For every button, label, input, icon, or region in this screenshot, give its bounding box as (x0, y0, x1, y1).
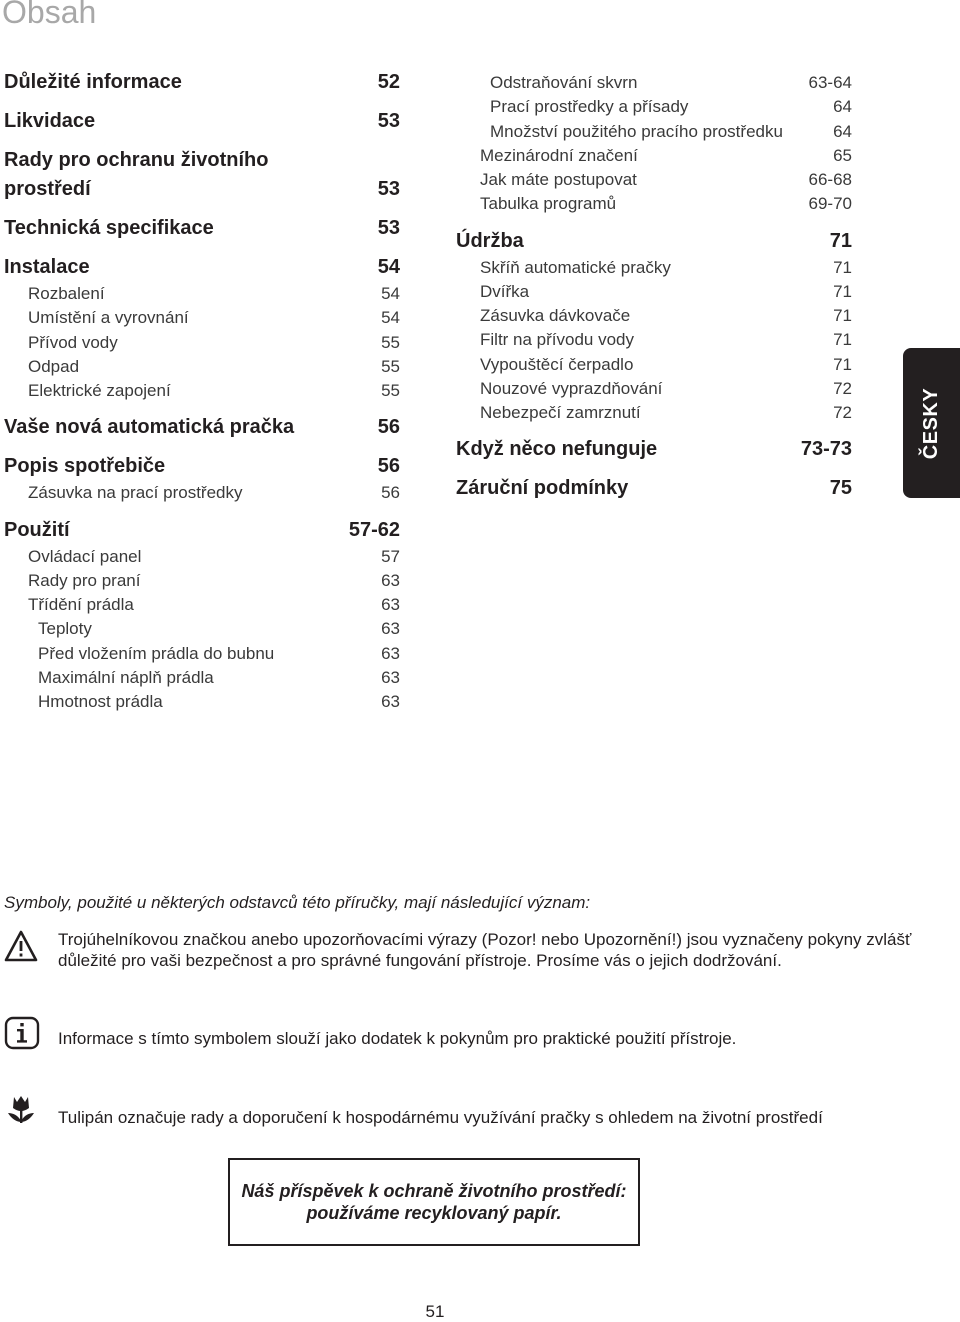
toc-entry-label: Instalace (4, 256, 90, 278)
toc-entry-page: 54 (381, 308, 400, 328)
toc-entry-label: Tabulka programů (480, 194, 617, 214)
toc-entry (456, 305, 852, 326)
toc-entry-label: Filtr na přívodu vody (480, 330, 635, 350)
toc-entry-page: 63 (381, 692, 400, 711)
toc-entry (456, 257, 852, 278)
toc-entry (4, 546, 400, 567)
toc-entry-page: 63 (381, 595, 400, 614)
toc-entry-page: 55 (381, 381, 400, 400)
toc-entry-page: 71 (829, 229, 852, 252)
toc-entry-page: 71 (833, 281, 852, 301)
toc-entry (456, 229, 852, 254)
toc-entry-label: Elektrické zapojení (28, 381, 171, 400)
toc-entry (456, 193, 852, 214)
toc-entry (4, 177, 400, 202)
toc-entry-page: 56 (381, 483, 400, 503)
toc-entry-label: Technická specifikace (4, 217, 214, 239)
toc-entry-page: 63 (381, 619, 400, 639)
toc-entry (4, 109, 400, 134)
language-tab-label: ČESKY (920, 387, 942, 459)
toc-entry-label: Vypouštěcí čerpadlo (480, 354, 634, 374)
toc-entry-page: 72 (833, 403, 852, 422)
toc-entry-label: prostředí (4, 178, 91, 200)
toc-entry-label: Před vložením prádla do bubnu (38, 643, 275, 663)
toc-entry-label: Teploty (38, 619, 92, 639)
toc-entry-page: 71 (833, 306, 852, 325)
toc-entry-label: Nebezpečí zamrznutí (480, 403, 641, 422)
info-symbol-text: Informace s tímto symbolem slouží jako dodatek k pokynům pro praktické použití přístroje. (58, 1029, 737, 1048)
toc-entry (456, 72, 852, 93)
toc-entry-page: 52 (377, 71, 400, 93)
toc-entry-page: 63 (381, 570, 400, 590)
symbols-intro: Symboly, použité u některých odstavců této příručky, mají následující význam: (4, 893, 591, 912)
toc-entry-page: 63 (381, 643, 400, 663)
toc-entry-page: 75 (829, 477, 852, 500)
toc-entry (456, 354, 852, 375)
toc-entry-page: 69-70 (808, 194, 852, 214)
toc-entry (456, 281, 852, 302)
toc-entry-label: Maximální náplň prádla (38, 667, 214, 687)
toc-entry-label: Odpad (28, 356, 80, 376)
toc-entry-label: Rady pro ochranu životního (4, 149, 269, 171)
toc-entry-label: Skříň automatické pračky (480, 257, 671, 277)
toc-entry-page: 54 (377, 256, 400, 278)
toc-entry-label: Ovládací panel (28, 546, 142, 566)
toc-entry-label: Zásuvka na prací prostředky (28, 483, 243, 503)
toc-entry-label: Rozbalení (28, 284, 105, 303)
toc-entry (456, 96, 852, 117)
toc-entry-page: 55 (381, 356, 400, 376)
toc-entry-label: Množství použitého pracího prostředku (490, 121, 783, 141)
toc-entry (4, 594, 400, 615)
toc-entry-page: 71 (833, 257, 852, 277)
toc-entry-page: 54 (381, 284, 400, 303)
tulip-icon (4, 1093, 38, 1132)
toc-entry (456, 329, 852, 350)
toc-entry (4, 283, 400, 304)
toc-entry (4, 415, 400, 440)
toc-left-column (4, 70, 400, 712)
toc-entry (4, 356, 400, 377)
toc-entry (4, 518, 400, 543)
toc-entry-page: 57-62 (348, 518, 400, 541)
toc-entry-label: Prací prostředky a přísady (490, 97, 689, 117)
toc-entry-label: Popis spotřebiče (4, 455, 166, 478)
toc-entry (4, 148, 400, 173)
language-tab (903, 348, 960, 498)
toc-entry-label: Hmotnost prádla (38, 692, 163, 711)
toc-entry-page: 53 (377, 178, 400, 200)
toc-entry-label: Likvidace (4, 110, 96, 132)
recycled-paper-note-line1: Náš příspěvek k ochraně životního prostředí: (241, 1181, 627, 1201)
toc-entry-page: 71 (833, 354, 852, 374)
toc-entry (4, 482, 400, 503)
toc-entry-label: Přívod vody (28, 332, 118, 352)
warning-triangle-icon (4, 929, 38, 968)
toc-entry-page: 56 (377, 416, 400, 439)
toc-entry-label: Zásuvka dávkovače (480, 306, 631, 325)
recycled-paper-note-line2: používáme recyklovaný papír. (306, 1203, 562, 1223)
toc-entry (456, 169, 852, 190)
toc-entry (4, 691, 400, 712)
toc-entry-label: Použití (4, 518, 70, 541)
recycled-paper-note (228, 1158, 640, 1246)
toc-entry (4, 255, 400, 280)
warning-symbol-text: Trojúhelníkovou značkou anebo upozorňovacími výrazy (Pozor! nebo Upozornění!) jsou vyznačeny pokyny zvlášť důležité pro vaši bezpečnost a pro správné fungování přístroje. Prosíme vás o jejich dodržování. (58, 930, 912, 970)
toc-entry-label: Dvířka (480, 281, 530, 301)
toc-entry-page: 71 (833, 330, 852, 350)
toc-entry (4, 380, 400, 401)
toc-entry-label: Umístění a vyrovnání (28, 308, 189, 328)
toc-entry (456, 145, 852, 166)
toc-entry-page: 53 (377, 217, 400, 239)
toc-entry-label: Vaše nová automatická pračka (4, 416, 295, 439)
info-icon (4, 1016, 40, 1055)
toc-entry (4, 570, 400, 591)
toc-entry (4, 454, 400, 479)
toc-entry-page: 64 (833, 97, 852, 117)
toc-entry-page: 53 (377, 110, 400, 132)
toc-entry-label: Mezinárodní značení (480, 145, 638, 165)
toc-entry-page: 72 (833, 378, 852, 398)
toc-entry-page: 55 (381, 332, 400, 352)
toc-entry-page: 73-73 (800, 438, 852, 461)
toc-entry (4, 667, 400, 688)
toc-entry (456, 121, 852, 142)
toc-right-column (456, 69, 852, 501)
toc-entry-page: 56 (377, 455, 400, 478)
toc-entry-label: Záruční podmínky (456, 477, 629, 500)
toc-entry (4, 70, 400, 95)
toc-entry (4, 216, 400, 241)
toc-entry-label: Nouzové vyprazdňování (480, 378, 663, 398)
toc-entry (456, 476, 852, 501)
toc-entry-label: Údržba (456, 229, 524, 252)
toc-entry-label: Důležité informace (4, 71, 182, 93)
toc-entry-page: 57 (381, 546, 400, 566)
toc-entry (4, 307, 400, 328)
toc-entry-label: Třídění prádla (28, 595, 134, 614)
toc-entry-label: Jak máte postupovat (480, 170, 637, 189)
toc-entry (4, 643, 400, 664)
toc-entry (456, 378, 852, 399)
tulip-symbol-text: Tulipán označuje rady a doporučení k hospodárnému využívání pračky s ohledem na životní prostředí (58, 1108, 823, 1127)
toc-entry (456, 437, 852, 462)
toc-entry-page: 63 (381, 667, 400, 687)
page-title: Obsah (2, 0, 97, 30)
toc-entry-label: Odstraňování skvrn (490, 73, 638, 92)
toc-entry-page: 65 (833, 145, 852, 165)
toc-entry-page: 66-68 (808, 170, 852, 189)
toc-entry-label: Když něco nefunguje (456, 438, 658, 461)
toc-entry-page: 64 (833, 121, 852, 141)
toc-entry-label: Rady pro praní (28, 570, 141, 590)
toc-entry (4, 332, 400, 353)
toc-entry-page: 63-64 (808, 73, 852, 92)
page-number: 51 (425, 1302, 445, 1321)
toc-entry (4, 618, 400, 639)
toc-entry (456, 402, 852, 423)
